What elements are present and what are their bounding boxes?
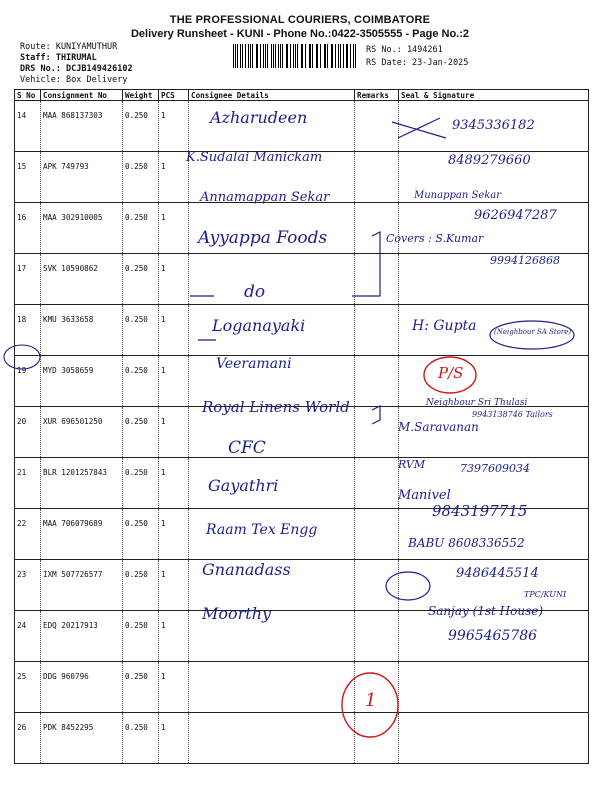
handwritten-signature: 8489279660 — [448, 153, 531, 168]
handwritten-consignee: CFC — [228, 438, 266, 458]
handwritten-signature: (Neighbour SA Store) — [494, 328, 572, 336]
barcode-bar — [260, 44, 261, 68]
runsheet-meta-left — [20, 42, 133, 86]
handwritten-consignee: Ayyappa Foods — [198, 228, 328, 248]
consignment-number-cell: EDQ 20217913 — [41, 611, 123, 662]
column-header: Consignment No — [41, 90, 123, 101]
handwritten-consignee: K.Sudalai Manickam — [186, 150, 323, 165]
serial-number-cell: 21 — [15, 458, 41, 509]
serial-number-cell: 18 — [15, 305, 41, 356]
pieces-cell: 1 — [159, 458, 189, 509]
handwritten-signature: TPC/KUNI — [524, 590, 567, 599]
table-header-row — [15, 90, 589, 101]
barcode-bar — [287, 44, 288, 68]
serial-number-cell: 26 — [15, 713, 41, 764]
remarks-cell — [355, 611, 399, 662]
handwritten-signature: Sanjay (1st House) — [428, 604, 544, 618]
handwritten-signature: 9994126868 — [490, 254, 560, 267]
barcode-bar — [282, 44, 283, 68]
serial-number-cell: 17 — [15, 254, 41, 305]
column-header: Remarks — [355, 90, 399, 101]
barcode-bar — [338, 44, 339, 68]
weight-cell: 0.250 — [123, 611, 159, 662]
consignment-number-cell: IXM 507726577 — [41, 560, 123, 611]
barcode-bar — [327, 44, 328, 68]
column-header: Consignee Details — [189, 90, 355, 101]
remarks-cell — [355, 713, 399, 764]
barcode-bar — [297, 44, 298, 68]
pieces-cell: 1 — [159, 356, 189, 407]
weight-cell: 0.250 — [123, 509, 159, 560]
table-row — [15, 713, 589, 764]
barcode-bar — [332, 44, 333, 68]
document-title: THE PROFESSIONAL COURIERS, COIMBATORE — [169, 14, 431, 26]
weight-cell: 0.250 — [123, 662, 159, 713]
handwritten-signature: Manivel — [398, 488, 451, 503]
weight-cell: 0.250 — [123, 305, 159, 356]
weight-cell: 0.250 — [123, 203, 159, 254]
handwritten-signature: Covers : S.Kumar — [386, 232, 484, 245]
weight-cell: 0.250 — [123, 101, 159, 152]
consignment-number-cell: BLR 1201257843 — [41, 458, 123, 509]
seal-signature-cell — [399, 713, 589, 764]
column-header: Weight — [123, 90, 159, 101]
handwritten-signature: 9843197715 — [432, 502, 528, 520]
handwritten-stamp: P/S — [438, 364, 464, 382]
handwritten-consignee: Veeramani — [216, 356, 292, 372]
route-label: Route: KUNIYAMUTHUR — [20, 42, 118, 52]
weight-cell: 0.250 — [123, 407, 159, 458]
vehicle-label: Vehicle: Box Delivery — [20, 75, 128, 85]
handwritten-signature: 9345336182 — [452, 118, 535, 133]
consignment-number-cell: PDK 8452295 — [41, 713, 123, 764]
barcode-bar — [240, 44, 241, 68]
handwritten-consignee: Gnanadass — [202, 560, 291, 579]
consignment-number-cell: MAA 706079689 — [41, 509, 123, 560]
pieces-cell: 1 — [159, 407, 189, 458]
serial-number-cell: 14 — [15, 101, 41, 152]
barcode-image — [233, 44, 357, 68]
remarks-cell — [355, 407, 399, 458]
barcode-bar — [248, 44, 249, 68]
consignment-number-cell: APK 749793 — [41, 152, 123, 203]
consignee-details-cell — [189, 662, 355, 713]
remarks-cell — [355, 458, 399, 509]
pieces-cell: 1 — [159, 662, 189, 713]
serial-number-cell: 19 — [15, 356, 41, 407]
rs-date: RS Date: 23-Jan-2025 — [366, 58, 469, 68]
weight-cell: 0.250 — [123, 713, 159, 764]
drs-number: DRS No.: DCJB149426102 — [20, 64, 133, 74]
handwritten-consignee: Royal Linens World — [202, 398, 350, 416]
handwritten-consignee: do — [244, 282, 266, 302]
staff-label: Staff: THIRUMAL — [20, 53, 97, 63]
column-header: Seal & Signature — [399, 90, 589, 101]
barcode-bar — [267, 44, 268, 68]
remarks-cell — [355, 203, 399, 254]
consignment-number-cell: XUR 696501250 — [41, 407, 123, 458]
handwritten-signature: H: Gupta — [412, 318, 477, 334]
weight-cell: 0.250 — [123, 458, 159, 509]
remarks-cell — [355, 305, 399, 356]
document-subtitle: Delivery Runsheet - KUNI - Phone No.:0422-3505555 - Page No.:2 — [130, 28, 470, 40]
serial-number-cell: 24 — [15, 611, 41, 662]
remarks-cell — [355, 509, 399, 560]
pieces-cell: 1 — [159, 611, 189, 662]
barcode-bar — [278, 44, 279, 68]
handwritten-consignee: Raam Tex Engg — [206, 522, 318, 538]
barcode-bar — [310, 44, 311, 68]
pieces-cell: 1 — [159, 560, 189, 611]
table-row — [15, 662, 589, 713]
remarks-cell — [355, 101, 399, 152]
barcode-bar — [271, 44, 272, 68]
handwritten-signature: BABU 8608336552 — [408, 536, 525, 550]
remarks-cell — [355, 560, 399, 611]
remarks-cell — [355, 662, 399, 713]
barcode-bar — [233, 44, 234, 68]
column-header: S No — [15, 90, 41, 101]
handwritten-page-mark: 1 — [365, 690, 377, 711]
serial-number-cell: 25 — [15, 662, 41, 713]
weight-cell: 0.250 — [123, 560, 159, 611]
pieces-cell: 1 — [159, 101, 189, 152]
serial-number-cell: 15 — [15, 152, 41, 203]
handwritten-signature: 9626947287 — [474, 208, 557, 223]
consignee-details-cell — [189, 254, 355, 305]
barcode-bar — [320, 44, 321, 68]
pieces-cell: 1 — [159, 152, 189, 203]
handwritten-signature: Munappan Sekar — [414, 190, 502, 201]
barcode-bar — [317, 44, 318, 68]
handwritten-consignee: Annamappan Sekar — [200, 190, 330, 205]
runsheet-meta-right — [366, 44, 468, 70]
barcode-bar — [295, 44, 296, 68]
handwritten-signature: 9965465786 — [448, 628, 538, 644]
serial-number-cell: 16 — [15, 203, 41, 254]
remarks-cell — [355, 152, 399, 203]
handwritten-signature: 9943138746 Tailors — [472, 410, 553, 419]
pieces-cell: 1 — [159, 203, 189, 254]
handwritten-signature: RVM — [398, 458, 426, 471]
pieces-cell: 1 — [159, 509, 189, 560]
consignment-number-cell: KMU 3633658 — [41, 305, 123, 356]
handwritten-signature: 7397609034 — [460, 462, 530, 475]
pieces-cell: 1 — [159, 305, 189, 356]
handwritten-consignee: Moorthy — [202, 604, 272, 623]
pieces-cell: 1 — [159, 254, 189, 305]
weight-cell: 0.250 — [123, 152, 159, 203]
column-header: PCS — [159, 90, 189, 101]
seal-signature-cell — [399, 662, 589, 713]
serial-number-cell: 20 — [15, 407, 41, 458]
consignment-number-cell: MAA 302910005 — [41, 203, 123, 254]
weight-cell: 0.250 — [123, 356, 159, 407]
handwritten-signature: Neighbour Sri Thulasi — [426, 398, 528, 408]
serial-number-cell: 23 — [15, 560, 41, 611]
remarks-cell — [355, 254, 399, 305]
barcode-bar — [252, 44, 253, 68]
barcode-bar — [305, 44, 306, 68]
handwritten-consignee: Loganayaki — [212, 316, 306, 335]
handwritten-consignee: Gayathri — [208, 476, 279, 495]
barcode-bar — [350, 44, 351, 68]
remarks-cell — [355, 356, 399, 407]
weight-cell: 0.250 — [123, 254, 159, 305]
barcode-bar — [346, 44, 347, 68]
serial-number-cell: 22 — [15, 509, 41, 560]
pieces-cell: 1 — [159, 713, 189, 764]
handwritten-signature: M.Saravanan — [398, 420, 479, 434]
consignment-number-cell: SVK 10590862 — [41, 254, 123, 305]
barcode-bar — [245, 44, 246, 68]
handwritten-signature: 9486445514 — [456, 566, 539, 581]
handwritten-consignee: Azharudeen — [210, 108, 308, 127]
rs-number: RS No.: 1494261 — [366, 45, 443, 55]
consignment-number-cell: DDG 960796 — [41, 662, 123, 713]
consignment-number-cell: MAA 868137303 — [41, 101, 123, 152]
consignment-number-cell: MYD 3058659 — [41, 356, 123, 407]
consignee-details-cell — [189, 713, 355, 764]
